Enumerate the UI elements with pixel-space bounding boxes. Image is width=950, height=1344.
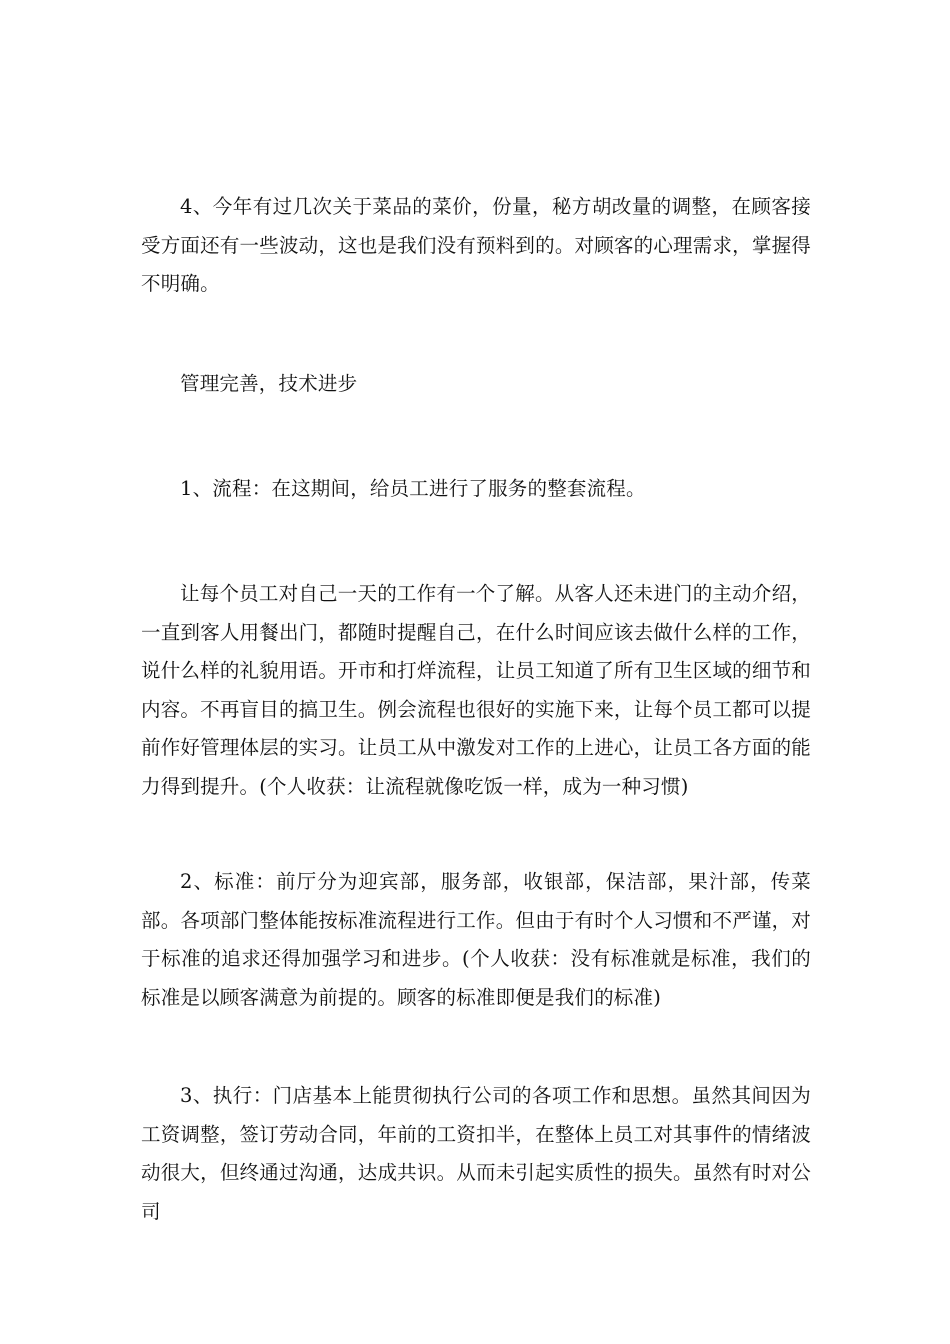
paragraph-process: 1、流程：在这期间，给员工进行了服务的整套流程。	[180, 477, 646, 500]
paragraph-menu-adjustment: 4、今年有过几次关于菜品的菜价，份量，秘方胡改量的调整，在顾客接受方面还有一些波动，这也是我们没有预料到的。对顾客的心理需求，掌握得不明确。	[141, 195, 811, 295]
paragraph-standard: 2、标准：前厅分为迎宾部，服务部，收银部，保洁部，果汁部，传菜部。各项部门整体能按标准流程进行工作。但由于有时个人习惯和不严谨，对于标准的追求还得加强学习和进步。(个人收获：没有标准就是标准，我们的标准是以顾客满意为前提的。顾客的标准即便是我们的标准)	[141, 870, 811, 1009]
paragraph-process-detail: 让每个员工对自己一天的工作有一个了解。从客人还未进门的主动介绍，一直到客人用餐出门，都随时提醒自己，在什么时间应该去做什么样的工作，说什么样的礼貌用语。开市和打烊流程，让员工知道了所有卫生区域的细节和内容。不再盲目的搞卫生。例会流程也很好的实施下来，让每个员工都可以提前作好管理体层的实习。让员工从中激发对工作的上进心，让员工各方面的能力得到提升。(个人收获：让流程就像吃饭一样，成为一种习惯)	[141, 582, 811, 798]
paragraph-execution: 3、执行：门店基本上能贯彻执行公司的各项工作和思想。虽然其间因为工资调整，签订劳动合同，年前的工资扣半，在整体上员工对其事件的情绪波动很大，但终通过沟通，达成共识。从而未引起实质性的损失。虽然有时对公司	[141, 1084, 811, 1223]
section-heading: 管理完善，技术进步	[180, 372, 358, 395]
